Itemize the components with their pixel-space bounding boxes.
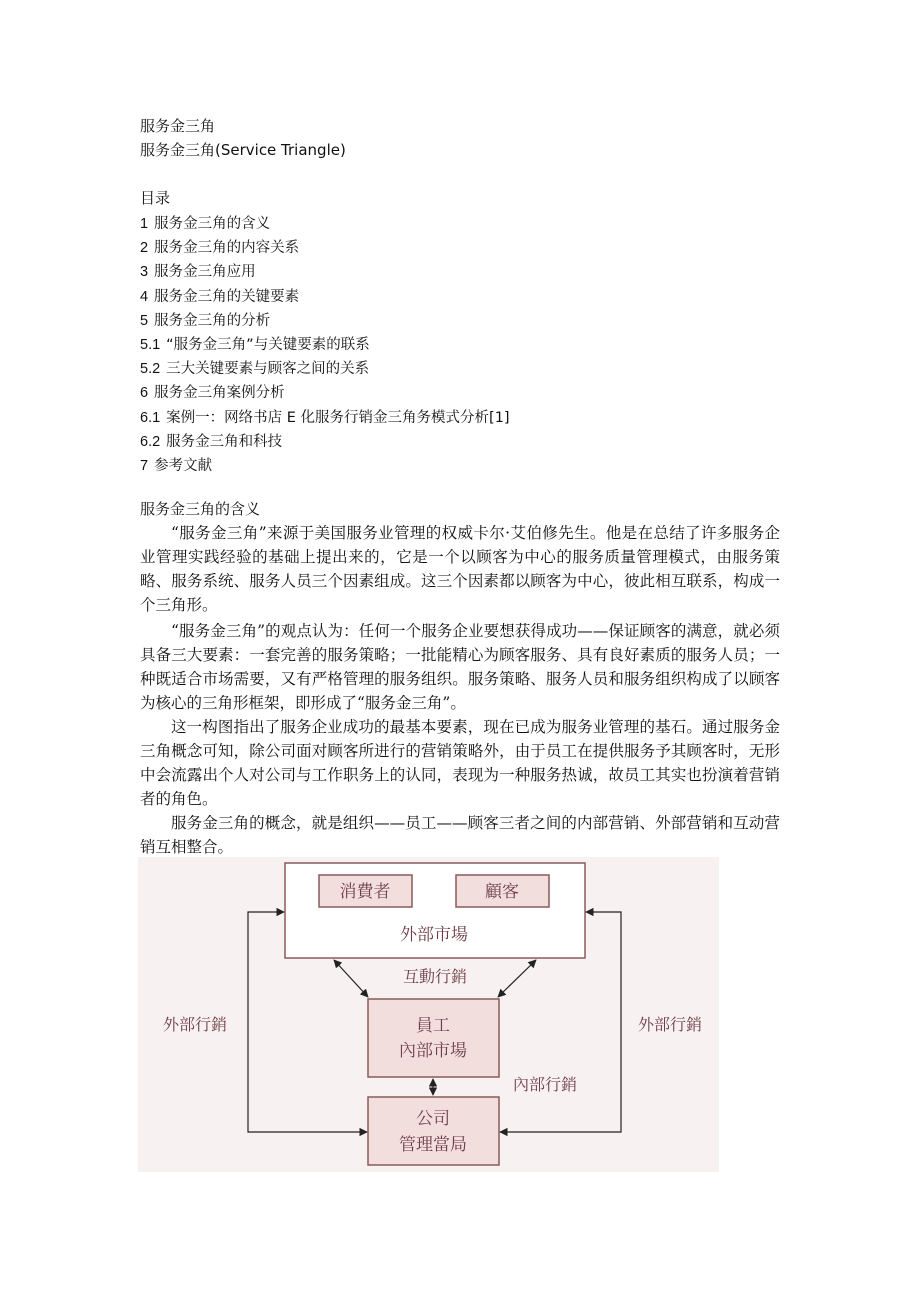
table-of-contents xyxy=(140,212,510,478)
toc-item-number: 6 xyxy=(140,385,149,402)
toc-item-text: 服务金三角的含义 xyxy=(154,216,271,232)
external-market-label: 外部市場 xyxy=(400,925,468,945)
toc-item-text: 参考文献 xyxy=(154,458,213,475)
toc-item-text: 三大关键要素与顾客之间的关系 xyxy=(166,361,370,378)
customer-label: 顧客 xyxy=(485,882,519,902)
toc-item xyxy=(140,333,510,357)
toc-item-number: 7 xyxy=(140,458,149,475)
external-marketing-right-label: 外部行銷 xyxy=(637,1015,703,1034)
toc-item-text: 案例一：网络书店 E 化服务行销金三角务模式分析[1] xyxy=(166,409,510,426)
section-heading: 服务金三角的含义 xyxy=(140,500,261,518)
toc-item xyxy=(140,406,510,430)
toc-item xyxy=(140,309,510,333)
toc-item xyxy=(140,381,510,405)
toc-item-text: 服务金三角和科技 xyxy=(166,433,283,450)
toc-item-text: “服务金三角”与关键要素的联系 xyxy=(166,337,370,354)
management-label: 管理當局 xyxy=(399,1135,467,1155)
employee-label: 員工 xyxy=(416,1016,450,1036)
employee-box xyxy=(368,999,499,1077)
interactive-marketing-label: 互動行銷 xyxy=(402,967,468,986)
consumer-label: 消費者 xyxy=(339,882,391,902)
toc-item-number: 5.2 xyxy=(140,361,161,378)
toc-item xyxy=(140,454,510,478)
toc-item xyxy=(140,357,510,381)
service-triangle-diagram xyxy=(138,857,719,1172)
toc-item-text: 服务金三角案例分析 xyxy=(154,385,285,402)
toc-item xyxy=(140,260,510,284)
toc-item-number: 1 xyxy=(140,216,149,232)
paragraph-4: 服务金三角的概念，就是组织——员工——顾客三者之间的内部营销、外部营销和互动营销互相整合。 xyxy=(140,814,780,856)
toc-item-number: 5 xyxy=(140,312,149,329)
toc-item-number: 6.2 xyxy=(140,433,161,450)
toc-item-number: 4 xyxy=(140,288,149,305)
toc-item-text: 服务金三角的关键要素 xyxy=(154,288,300,305)
external-marketing-left-label: 外部行銷 xyxy=(162,1015,228,1034)
company-label: 公司 xyxy=(416,1109,450,1129)
toc-item-text: 服务金三角的内容关系 xyxy=(154,240,300,257)
toc-item-number: 2 xyxy=(140,240,149,257)
paragraph-2: “服务金三角”的观点认为：任何一个服务企业要想获得成功——保证顾客的满意，就必须具备三大要素：一套完善的服务策略；一批能精心为顾客服务、具有良好素质的服务人员；一种既适合市场需要，又有严格管理的服务组织。服务策略、服务人员和服务组织构成了以顾客为核心的三角形框架，即形成了“服务金三角”。 xyxy=(140,622,780,712)
paragraph-1: “服务金三角”来源于美国服务业管理的权威卡尔·艾伯修先生。他是在总结了许多服务企业管理实践经验的基础上提出来的，它是一个以顾客为中心的服务质量管理模式，由服务策略、服务系统、服务人员三个因素组成。这三个因素都以顾客为中心，彼此相互联系，构成一个三角形。 xyxy=(140,524,780,614)
toc-item xyxy=(140,212,510,236)
toc-item xyxy=(140,236,510,260)
toc-item-number: 3 xyxy=(140,264,149,281)
toc-item xyxy=(140,430,510,454)
toc-item-text: 服务金三角应用 xyxy=(154,264,256,281)
paragraph-3: 这一构图指出了服务企业成功的最基本要素，现在已成为服务业管理的基石。通过服务金三角概念可知，除公司面对顾客所进行的营销策略外，由于员工在提供服务予其顾客时，无形中会流露出个人对公司与工作职务上的认同，表现为一种服务热诚，故员工其实也扮演着营销者的角色。 xyxy=(140,718,780,808)
toc-heading: 目录 xyxy=(140,189,171,207)
internal-market-label: 內部市場 xyxy=(399,1041,467,1061)
doc-subtitle: 服务金三角(Service Triangle) xyxy=(140,141,346,159)
toc-item xyxy=(140,285,510,309)
toc-item-number: 6.1 xyxy=(140,409,161,426)
doc-title: 服务金三角 xyxy=(140,117,216,135)
toc-item-number: 5.1 xyxy=(140,337,161,354)
toc-item-text: 服务金三角的分析 xyxy=(154,312,271,329)
internal-marketing-label: 內部行銷 xyxy=(512,1075,578,1094)
